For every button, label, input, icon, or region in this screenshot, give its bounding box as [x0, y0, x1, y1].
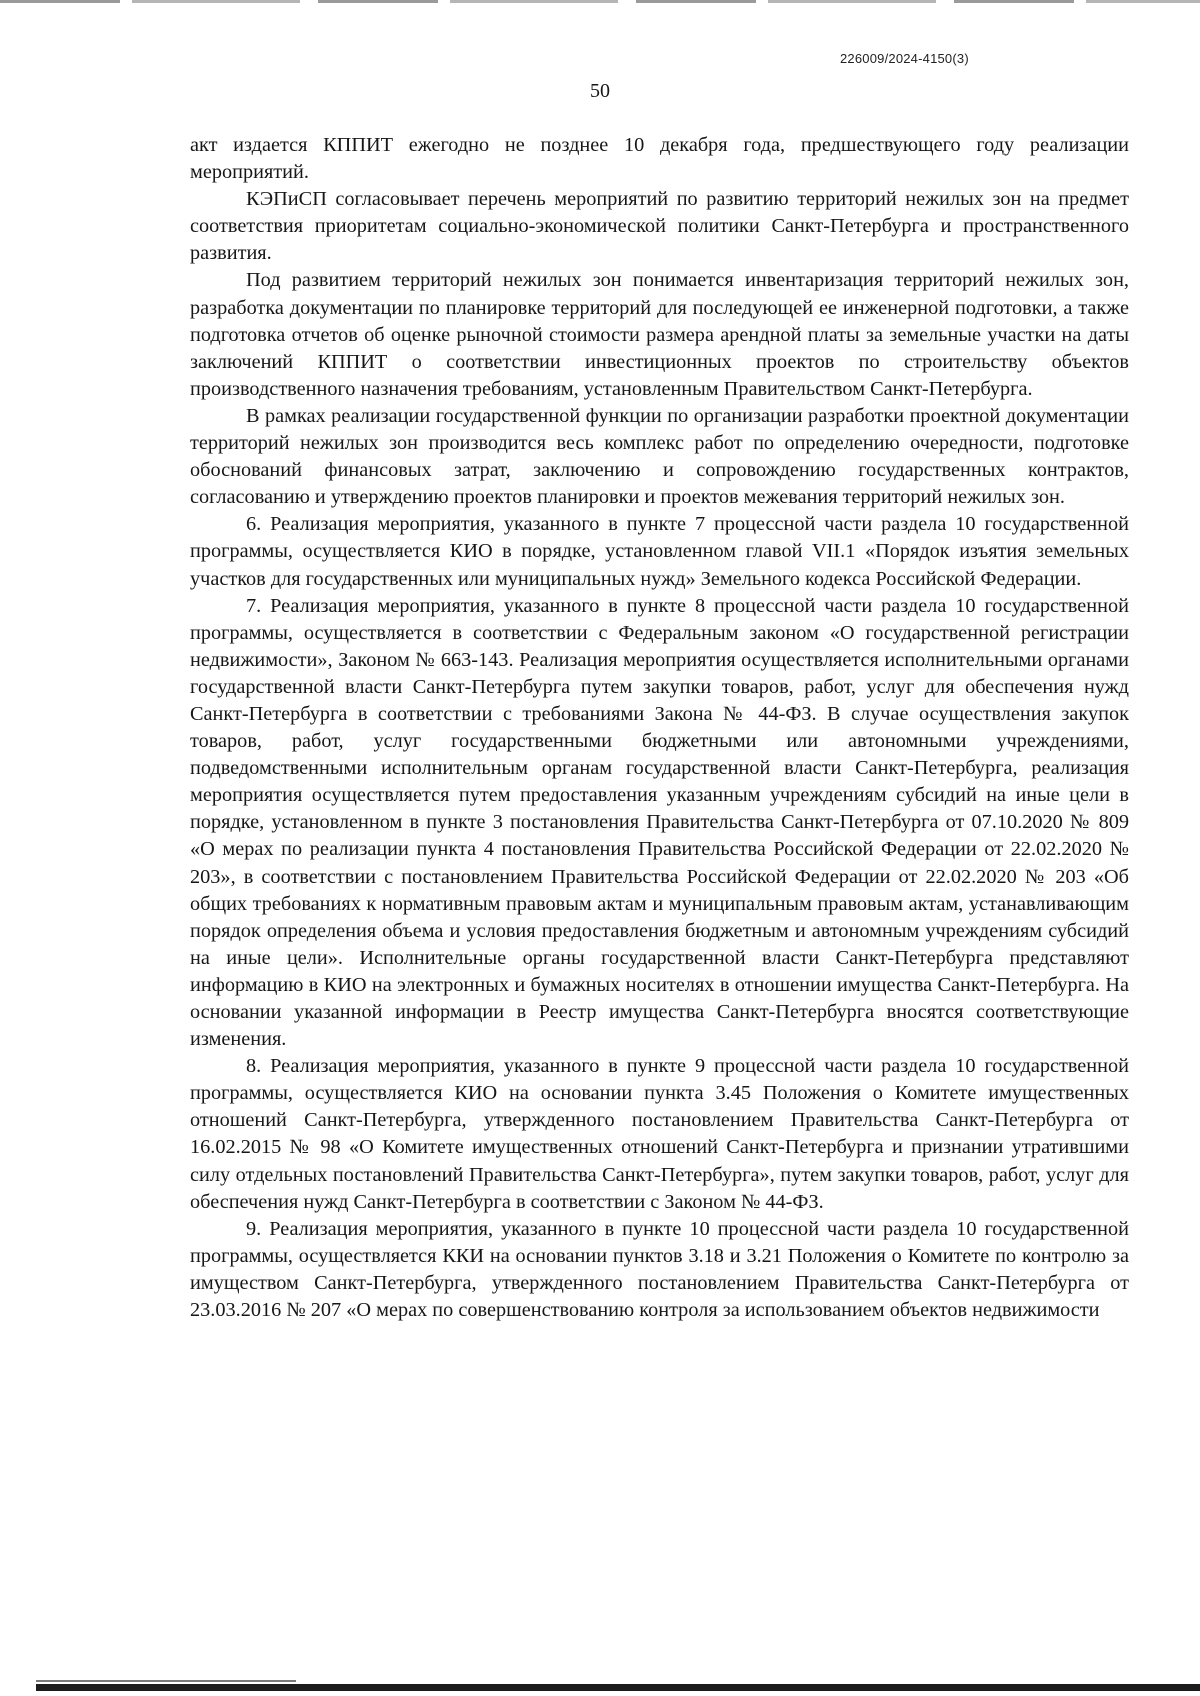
- document-registration-number: 226009/2024-4150(3): [840, 51, 969, 66]
- paragraph-item-8: 8. Реализация мероприятия, указанного в пункте 9 процессной части раздела 10 государственной программы, осуществляется КИО на основании пункта 3.45 Положения о Комитете имущественных отношений Санкт-Петербурга, утвержденного постановлением Правительства Санкт-Петербурга от 16.02.2015 № 98 «О Комитете имущественных отношений Санкт-Петербурга и признании утратившими силу отдельных постановлений Правительства Санкт-Петербурга», путем закупки товаров, работ, услуг для обеспечения нужд Санкт-Петербурга в соответствии с Законом № 44-ФЗ.: [190, 1055, 1129, 1213]
- scan-bottom-edge: [36, 1684, 1200, 1691]
- scan-top-edge: [0, 0, 1200, 3]
- paragraph-state-function: В рамках реализации государственной функции по организации разработки проектной документации территорий нежилых зон производится весь комплекс работ по определению очередности, подготовке обоснований финансовых затрат, заключению и сопровождению государственных контрактов, согласованию и утверждению проектов планировки и проектов межевания территорий нежилых зон.: [190, 404, 1129, 509]
- paragraph-continuation: акт издается КППИТ ежегодно не позднее 10 декабря года, предшествующего году реализации мероприятий.: [190, 134, 1129, 184]
- document-body: [190, 132, 1129, 1324]
- page-number: 50: [590, 80, 610, 102]
- paragraph-item-6: 6. Реализация мероприятия, указанного в пункте 7 процессной части раздела 10 государственной программы, осуществляется КИО в порядке, установленном главой VII.1 «Порядок изъятия земельных участков для государственных или муниципальных нужд» Земельного кодекса Российской Федерации.: [190, 513, 1129, 590]
- paragraph-item-9: 9. Реализация мероприятия, указанного в пункте 10 процессной части раздела 10 государственной программы, осуществляется ККИ на основании пунктов 3.18 и 3.21 Положения о Комитете по контролю за имуществом Санкт-Петербурга, утвержденного постановлением Правительства Санкт-Петербурга от 23.03.2016 № 207 «О мерах по совершенствованию контроля за использованием объектов недвижимости: [190, 1217, 1129, 1322]
- paragraph-item-7: 7. Реализация мероприятия, указанного в пункте 8 процессной части раздела 10 государственной программы, осуществляется в соответствии с Федеральным законом «О государственной регистрации недвижимости», Законом № 663-143. Реализация мероприятия осуществляется исполнительными органами государственной власти Санкт-Петербурга путем закупки товаров, работ, услуг для обеспечения нужд Санкт-Петербурга в соответствии с требованиями Закона № 44-ФЗ. В случае осуществления закупок товаров, работ, услуг государственными бюджетными или автономными учреждениями, подведомственными исполнительным органам государственной власти Санкт-Петербурга, реализация мероприятия осуществляется путем предоставления указанным учреждениям субсидий на иные цели в порядке, установленном в пункте 3 постановления Правительства Санкт-Петербурга от 07.10.2020 № 809 «О мерах по реализации пункта 4 постановления Правительства Российской Федерации от 22.02.2020 № 203», в соответствии с постановлением Правительства Российской Федерации от 22.02.2020 № 203 «Об общих требованиях к нормативным правовым актам и муниципальным правовым актам, устанавливающим порядок определения объема и условия предоставления бюджетным и автономным учреждениям субсидий на иные цели». Исполнительные органы государственной власти Санкт-Петербурга представляют информацию в КИО на электронных и бумажных носителях в отношении имущества Санкт-Петербурга. На основании указанной информации в Реестр имущества Санкт-Петербурга вносятся соответствующие изменения.: [190, 594, 1129, 1051]
- paragraph-kepisp: КЭПиСП согласовывает перечень мероприятий по развитию территорий нежилых зон на предмет соответствия приоритетам социально-экономической политики Санкт-Петербурга и пространственного развития.: [190, 188, 1129, 265]
- paragraph-development-definition: Под развитием территорий нежилых зон понимается инвентаризация территорий нежилых зон, разработка документации по планировке территорий для последующей ее инженерной подготовки, а также подготовка отчетов об оценке рыночной стоимости размера арендной платы за земельные участки на даты заключений КППИТ о соответствии инвестиционных проектов по строительству объектов производственного назначения требованиям, установленным Правительством Санкт-Петербурга.: [190, 269, 1129, 400]
- scan-bottom-edge-thin: [36, 1680, 296, 1682]
